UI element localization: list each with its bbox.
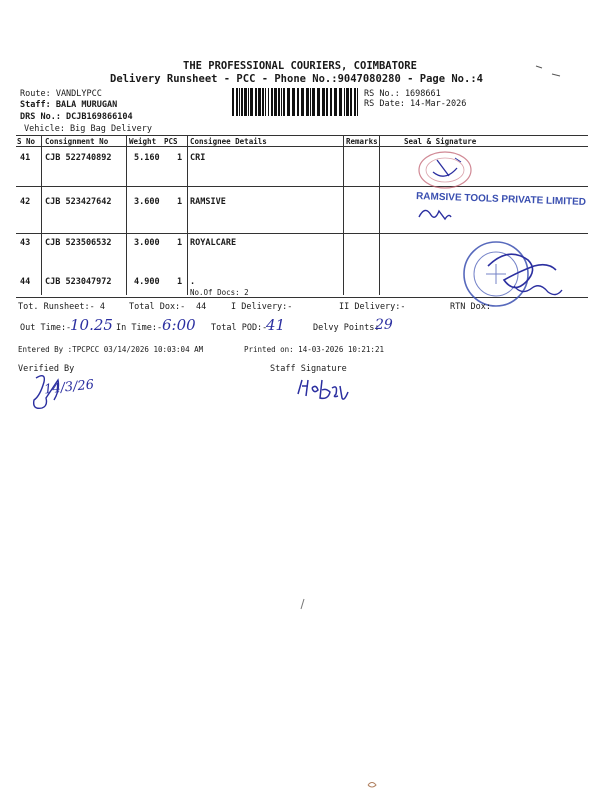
barcode-bar bbox=[265, 88, 266, 116]
row-consignment: CJB 523506532 bbox=[45, 238, 112, 248]
total-dox-value: 44 bbox=[196, 302, 207, 312]
company-title: THE PROFESSIONAL COURIERS, COIMBATORE bbox=[183, 60, 417, 72]
barcode-bar bbox=[241, 88, 243, 116]
col-weight: Weight bbox=[129, 137, 157, 146]
barcode-bar bbox=[310, 88, 311, 116]
delivery-points-label: Delvy Points: bbox=[313, 323, 380, 333]
row-sno: 44 bbox=[20, 277, 31, 287]
runsheet-subtitle: Delivery Runsheet - PCC - Phone No.:9047080280 - Page No.:4 bbox=[110, 73, 483, 85]
barcode-bar bbox=[232, 88, 234, 116]
row-weight: 3.000 bbox=[134, 238, 160, 248]
barcode-bar bbox=[262, 88, 264, 116]
barcode-bar bbox=[274, 88, 277, 116]
row-weight: 4.900 bbox=[134, 277, 160, 287]
barcode-bar bbox=[271, 88, 273, 116]
row-sno: 42 bbox=[20, 197, 31, 207]
col-pcs: PCS bbox=[164, 137, 178, 146]
barcode-bar bbox=[236, 88, 238, 116]
col-consignment: Consignment No bbox=[45, 137, 109, 146]
barcode bbox=[232, 88, 360, 116]
verified-handwriting: 14/3/26 bbox=[43, 377, 95, 398]
barcode-bar bbox=[292, 88, 295, 116]
stray-mark bbox=[298, 598, 308, 610]
barcode-bar bbox=[287, 88, 290, 116]
stray-mark bbox=[534, 62, 564, 82]
barcode-bar bbox=[354, 88, 356, 116]
barcode-bar bbox=[357, 88, 358, 116]
drs-number: DRS No.: DCJB169866104 bbox=[20, 112, 133, 122]
out-time-value: 10.25 bbox=[70, 316, 113, 334]
barcode-bar bbox=[244, 88, 247, 116]
row-consignment: CJB 523427642 bbox=[45, 197, 112, 207]
total-runsheet: Tot. Runsheet:- 4 bbox=[18, 302, 105, 312]
printed-on: Printed on: 14-03-2026 10:21:21 bbox=[244, 345, 384, 354]
row-pcs: 1 bbox=[177, 238, 183, 248]
row-sno: 41 bbox=[20, 153, 31, 163]
barcode-bar bbox=[301, 88, 304, 116]
barcode-bar bbox=[258, 88, 261, 116]
rs-number: RS No.: 1698661 bbox=[364, 89, 441, 99]
in-time-label: In Time:- bbox=[116, 323, 163, 333]
out-time-label: Out Time:- bbox=[20, 323, 72, 333]
total-dox-label: Total Dox:- bbox=[129, 302, 186, 312]
ramsive-stamp: RAMSIVE TOOLS PRIVATE LIMITED bbox=[415, 191, 587, 208]
row-weight: 5.160 bbox=[134, 153, 160, 163]
barcode-bar bbox=[281, 88, 282, 116]
row-sno: 43 bbox=[20, 238, 31, 248]
row-weight: 3.600 bbox=[134, 197, 160, 207]
barcode-bar bbox=[268, 88, 269, 116]
row-consignment: CJB 523047972 bbox=[45, 277, 112, 287]
col-remarks: Remarks bbox=[346, 137, 378, 146]
barcode-bar bbox=[344, 88, 345, 116]
rtn-dox: RTN Dox: bbox=[450, 302, 491, 312]
hospital-seal bbox=[448, 236, 568, 310]
barcode-bar bbox=[306, 88, 309, 116]
delivery-points-value: 29 bbox=[375, 317, 393, 333]
row-consignee: RAMSIVE bbox=[190, 197, 226, 207]
verified-signature bbox=[28, 370, 68, 416]
i-delivery: I Delivery:- bbox=[231, 302, 293, 312]
route: Route: VANDLYPCC bbox=[20, 89, 102, 99]
total-pod-value: 41 bbox=[266, 316, 286, 334]
stray-mark bbox=[366, 780, 378, 790]
barcode-bar bbox=[250, 88, 253, 116]
barcode-bar bbox=[239, 88, 240, 116]
row-pcs: 1 bbox=[177, 277, 183, 287]
row-consignment: CJB 522740892 bbox=[45, 153, 112, 163]
barcode-bar bbox=[297, 88, 299, 116]
vehicle: Vehicle: Big Bag Delivery bbox=[24, 124, 152, 134]
barcode-bar bbox=[330, 88, 332, 116]
staff-signature-label: Staff Signature bbox=[270, 364, 347, 374]
barcode-bar bbox=[278, 88, 280, 116]
barcode-bar bbox=[326, 88, 328, 116]
row-pcs: 1 bbox=[177, 153, 183, 163]
row-docs-count: No.Of Docs: 2 bbox=[190, 288, 249, 297]
ii-delivery: II Delivery:- bbox=[339, 302, 406, 312]
total-pod-label: Total POD:- bbox=[211, 323, 268, 333]
in-time-value: 6:00 bbox=[162, 316, 196, 334]
seal-stamp-red bbox=[415, 148, 485, 194]
col-consignee: Consignee Details bbox=[190, 137, 267, 146]
row-consignee: . bbox=[190, 277, 196, 287]
signature-row-42 bbox=[415, 203, 455, 225]
entered-by: Entered By :TPCPCC 03/14/2026 10:03:04 AM bbox=[18, 345, 204, 354]
barcode-bar bbox=[334, 88, 337, 116]
row-consignee: ROYALCARE bbox=[190, 238, 237, 248]
barcode-bar bbox=[346, 88, 349, 116]
barcode-bar bbox=[339, 88, 342, 116]
barcode-bar bbox=[283, 88, 285, 116]
row-consignee: CRI bbox=[190, 153, 206, 163]
row-pcs: 1 bbox=[177, 197, 183, 207]
col-sno: S No bbox=[17, 137, 36, 146]
verified-by-label: Verified By bbox=[18, 364, 75, 374]
rs-date: RS Date: 14-Mar-2026 bbox=[364, 99, 467, 109]
col-seal-signature: Seal & Signature bbox=[404, 137, 477, 146]
staff: Staff: BALA MURUGAN bbox=[20, 100, 118, 110]
staff-signature bbox=[294, 374, 354, 404]
barcode-bar bbox=[322, 88, 325, 116]
barcode-bar bbox=[317, 88, 320, 116]
barcode-bar bbox=[248, 88, 249, 116]
barcode-bar bbox=[255, 88, 257, 116]
barcode-bar bbox=[312, 88, 315, 116]
barcode-bar bbox=[350, 88, 352, 116]
